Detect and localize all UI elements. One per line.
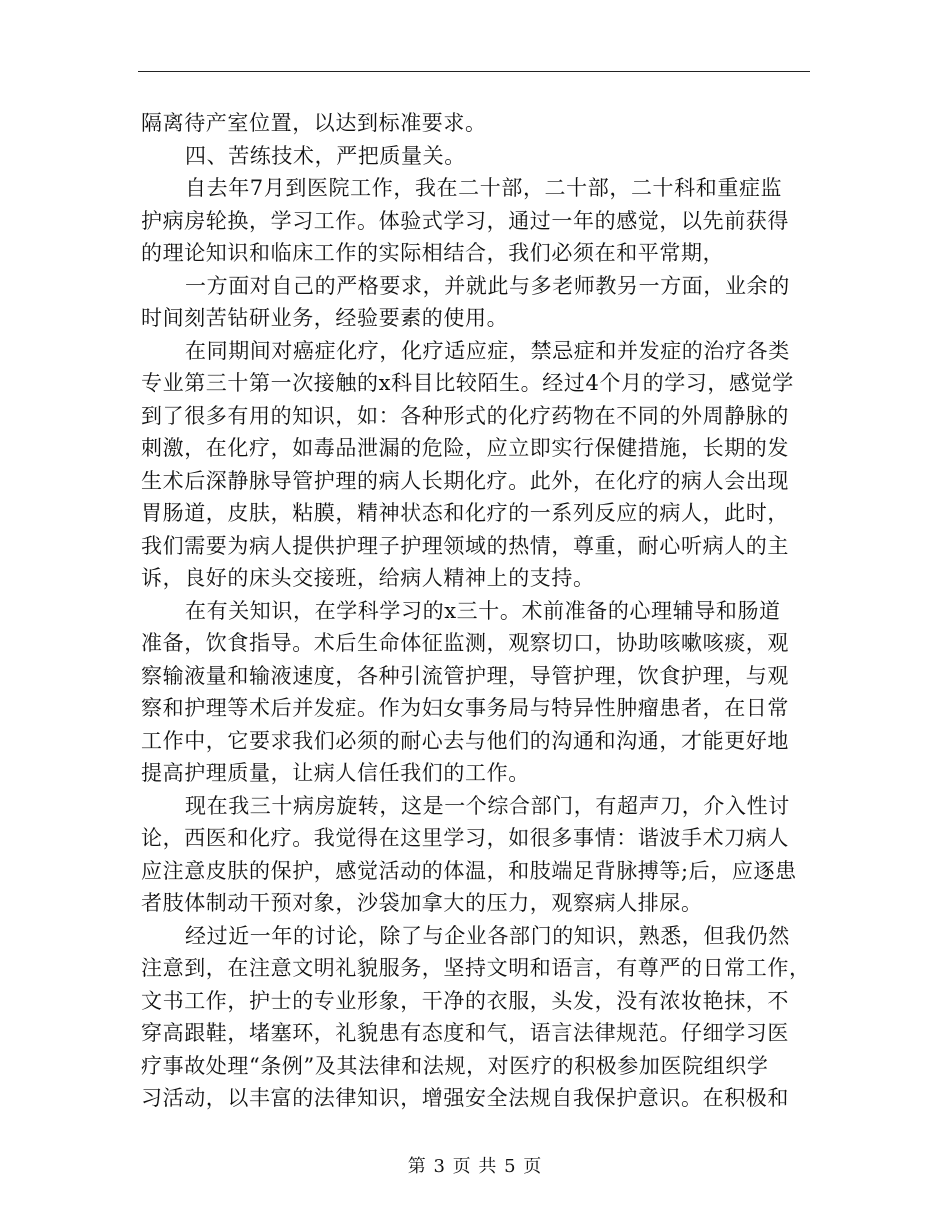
page-number-footer: 第 3 页 共 5 页 — [407, 1156, 543, 1177]
document-body — [141, 107, 813, 1115]
text-line: 注意到，在注意文明礼貌服务，坚持文明和语言，有尊严的日常工作， — [141, 956, 811, 980]
paragraph-first-line: 自去年7月到医院工作，我在二十部，二十部，二十科和重症监 — [185, 176, 783, 200]
text-line: 提高护理质量，让病人信任我们的工作。 — [141, 761, 530, 785]
text-line: 的理论知识和临床工作的实际相结合，我们必须在和平常期， — [141, 241, 725, 265]
text-line: 专业第三十第一次接触的x科目比较陌生。经过4个月的学习，感觉学 — [141, 371, 794, 395]
text-line: 刺激，在化疗，如毒品泄漏的危险，应立即实行保健措施，长期的发 — [141, 436, 789, 460]
paragraph-first-line: 现在我三十病房旋转，这是一个综合部门，有超声刀，介入性讨 — [185, 793, 790, 818]
paragraph-first-line: 四、苦练技术，严把质量关。 — [185, 143, 466, 168]
text-line: 我们需要为病人提供护理子护理领域的热情，尊重，耐心听病人的主 — [141, 533, 789, 558]
text-line: 胃肠道，皮肤，粘膜，精神状态和化疗的一系列反应的病人，此时， — [141, 501, 789, 525]
text-line: 文书工作，护士的专业形象，干净的衣服，头发，没有浓妆艳抹，不 — [141, 988, 789, 1013]
text-line: 诉，良好的床头交接班，给病人精神上的支持。 — [141, 566, 595, 590]
text-line: 准备，饮食指导。术后生命体征监测，观察切口，协助咳嗽咳痰，观 — [141, 631, 789, 655]
paragraph-first-line: 经过近一年的讨论，除了与企业各部门的知识，熟悉，但我仍然 — [185, 923, 790, 948]
paragraph-first-line: 在同期间对癌症化疗，化疗适应症，禁忌症和并发症的治疗各类 — [185, 338, 790, 363]
text-line: 隔离待产室位置，以达到标准要求。 — [141, 111, 487, 135]
text-line: 者肢体制动干预对象，沙袋加拿大的压力，观察病人排尿。 — [141, 891, 703, 915]
text-line: 应注意皮肤的保护，感觉活动的体温，和肢端足背脉搏等;后，应逐患 — [141, 858, 797, 883]
text-line: 工作中，它要求我们必须的耐心去与他们的沟通和沟通，才能更好地 — [141, 728, 789, 753]
text-line: 察输液量和输液速度，各种引流管护理，导管护理，饮食护理，与观 — [141, 663, 789, 688]
text-line: 生术后深静脉导管护理的病人长期化疗。此外，在化疗的病人会出现 — [141, 468, 789, 493]
text-line: 习活动，以丰富的法律知识，增强安全法规自我保护意识。在积极和 — [141, 1086, 789, 1110]
text-line: 护病房轮换，学习工作。体验式学习，通过一年的感觉，以先前获得 — [141, 208, 789, 233]
text-line: 时间刻苦钻研业务，经验要素的使用。 — [141, 306, 509, 330]
text-line: 论，西医和化疗。我觉得在这里学习，如很多事情：谐波手术刀病人 — [141, 826, 789, 850]
text-line: 疗事故处理“条例”及其法律和法规，对医疗的积极参加医院组织学 — [141, 1053, 769, 1078]
text-line: 察和护理等术后并发症。作为妇女事务局与特异性肿瘤患者，在日常 — [141, 696, 789, 720]
text-line: 穿高跟鞋，堵塞环，礼貌患有态度和气，语言法律规范。仔细学习医 — [141, 1021, 789, 1045]
header-rule — [138, 71, 810, 72]
paragraph-first-line: 一方面对自己的严格要求，并就此与多老师教另一方面，业余的 — [185, 273, 790, 298]
paragraph-first-line: 在有关知识，在学科学习的x三十。术前准备的心理辅导和肠道 — [185, 598, 781, 623]
text-line: 到了很多有用的知识，如：各种形式的化疗药物在不同的外周静脉的 — [141, 403, 789, 428]
